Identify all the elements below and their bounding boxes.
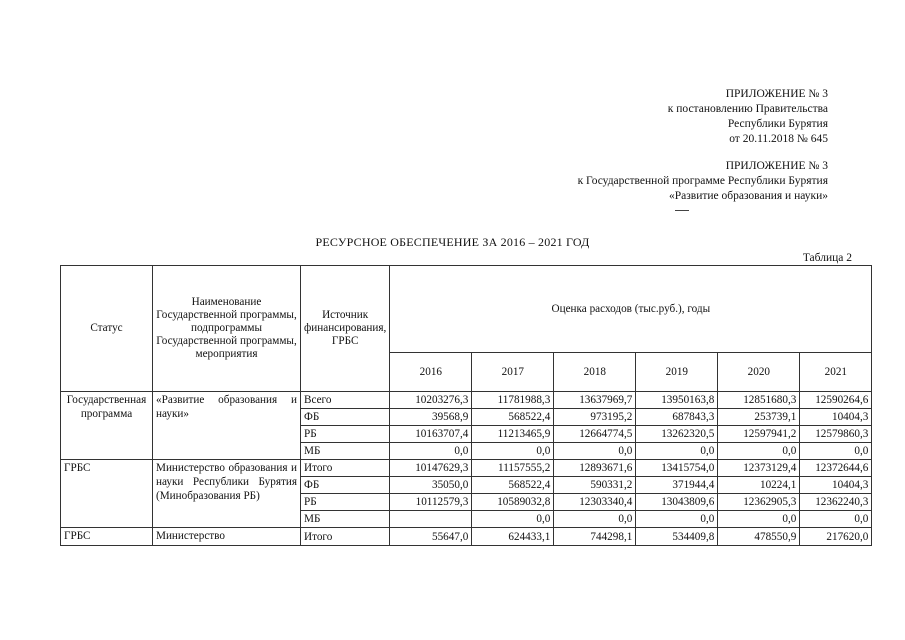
value-cell: 0,0	[472, 511, 554, 528]
value-cell: 0,0	[800, 443, 872, 460]
value-cell: 0,0	[636, 443, 718, 460]
value-cell: 12362240,3	[800, 494, 872, 511]
value-cell: 0,0	[800, 511, 872, 528]
value-cell: 13262320,5	[636, 426, 718, 443]
value-cell: 12893671,6	[554, 460, 636, 477]
value-cell: 0,0	[554, 443, 636, 460]
value-cell: 973195,2	[554, 409, 636, 426]
value-cell: 13415754,0	[636, 460, 718, 477]
document-title: РЕСУРСНОЕ ОБЕСПЕЧЕНИЕ ЗА 2016 – 2021 ГОД	[315, 235, 590, 249]
value-cell: 12373129,4	[718, 460, 800, 477]
resource-table	[60, 265, 872, 546]
value-cell	[390, 511, 472, 528]
appendix-header-program	[578, 159, 828, 204]
appendix-decree-ref: к постановлению Правительства	[667, 103, 828, 115]
value-cell: 11213465,9	[472, 426, 554, 443]
value-cell: 12362905,3	[718, 494, 800, 511]
header-year: 2019	[636, 353, 718, 392]
program-name-cell: Министерство образования и науки Республики Бурятия (Минобразования РБ)	[153, 460, 301, 528]
value-cell: 10112579,3	[390, 494, 472, 511]
value-cell: 0,0	[718, 511, 800, 528]
program-name-cell: «Развитие образования и науки»	[153, 392, 301, 460]
header-year: 2018	[554, 353, 636, 392]
source-cell: МБ	[301, 511, 390, 528]
value-cell: 12590264,6	[800, 392, 872, 409]
status-cell: ГРБС	[61, 528, 153, 546]
header-year: 2021	[800, 353, 872, 392]
value-cell: 478550,9	[718, 528, 800, 546]
value-cell: 10147629,3	[390, 460, 472, 477]
value-cell: 10589032,8	[472, 494, 554, 511]
appendix-number: ПРИЛОЖЕНИЕ № 3	[725, 160, 828, 172]
value-cell: 10163707,4	[390, 426, 472, 443]
value-cell: 11781988,3	[472, 392, 554, 409]
value-cell: 371944,4	[636, 477, 718, 494]
source-cell: РБ	[301, 426, 390, 443]
table-row	[61, 392, 872, 409]
value-cell: 253739,1	[718, 409, 800, 426]
value-cell: 11157555,2	[472, 460, 554, 477]
value-cell: 534409,8	[636, 528, 718, 546]
value-cell: 0,0	[390, 443, 472, 460]
table-row	[61, 528, 872, 546]
header-year: 2020	[718, 353, 800, 392]
value-cell: 35050,0	[390, 477, 472, 494]
value-cell: 13043809,6	[636, 494, 718, 511]
table-label: Таблица 2	[802, 252, 852, 264]
value-cell: 10224,1	[718, 477, 800, 494]
header-funding-source: Источник финансирования, ГРБС	[301, 266, 390, 392]
header-expense-estimate: Оценка расходов (тыс.руб.), годы	[390, 266, 872, 353]
source-cell: МБ	[301, 443, 390, 460]
value-cell: 0,0	[472, 443, 554, 460]
value-cell: 12372644,6	[800, 460, 872, 477]
value-cell: 0,0	[718, 443, 800, 460]
value-cell: 55647,0	[390, 528, 472, 546]
header-year: 2016	[390, 353, 472, 392]
header-status: Статус	[61, 266, 153, 392]
appendix-header-decree	[668, 87, 828, 147]
value-cell: 13950163,8	[636, 392, 718, 409]
value-cell: 13637969,7	[554, 392, 636, 409]
value-cell: 10203276,3	[390, 392, 472, 409]
value-cell: 39568,9	[390, 409, 472, 426]
source-cell: ФБ	[301, 409, 390, 426]
appendix-republic: Республики Бурятия	[727, 118, 828, 130]
value-cell: 12303340,4	[554, 494, 636, 511]
value-cell: 568522,4	[472, 477, 554, 494]
value-cell: 217620,0	[800, 528, 872, 546]
header-program-name: Наименование Государственной программы, подпрограммы Государственной программы, мероприятия	[153, 266, 301, 392]
value-cell: 12579860,3	[800, 426, 872, 443]
value-cell: 12597941,2	[718, 426, 800, 443]
source-cell: Всего	[301, 392, 390, 409]
separator-mark	[675, 210, 689, 211]
value-cell: 12664774,5	[554, 426, 636, 443]
value-cell: 624433,1	[472, 528, 554, 546]
value-cell: 590331,2	[554, 477, 636, 494]
source-cell: Итого	[301, 460, 390, 477]
value-cell: 568522,4	[472, 409, 554, 426]
source-cell: РБ	[301, 494, 390, 511]
appendix-program-ref: к Государственной программе Республики Бурятия	[577, 175, 828, 187]
value-cell: 12851680,3	[718, 392, 800, 409]
value-cell: 10404,3	[800, 477, 872, 494]
status-cell: Государственная программа	[61, 392, 153, 460]
value-cell: 0,0	[636, 511, 718, 528]
source-cell: Итого	[301, 528, 390, 546]
value-cell: 744298,1	[554, 528, 636, 546]
appendix-program-name: «Развитие образования и науки»	[668, 190, 828, 202]
source-cell: ФБ	[301, 477, 390, 494]
value-cell: 687843,3	[636, 409, 718, 426]
appendix-decree-date: от 20.11.2018 № 645	[729, 133, 828, 145]
table-row	[61, 460, 872, 477]
value-cell: 0,0	[554, 511, 636, 528]
status-cell: ГРБС	[61, 460, 153, 528]
header-year: 2017	[472, 353, 554, 392]
appendix-number: ПРИЛОЖЕНИЕ № 3	[725, 88, 828, 100]
value-cell: 10404,3	[800, 409, 872, 426]
program-name-cell: Министерство	[153, 528, 301, 546]
